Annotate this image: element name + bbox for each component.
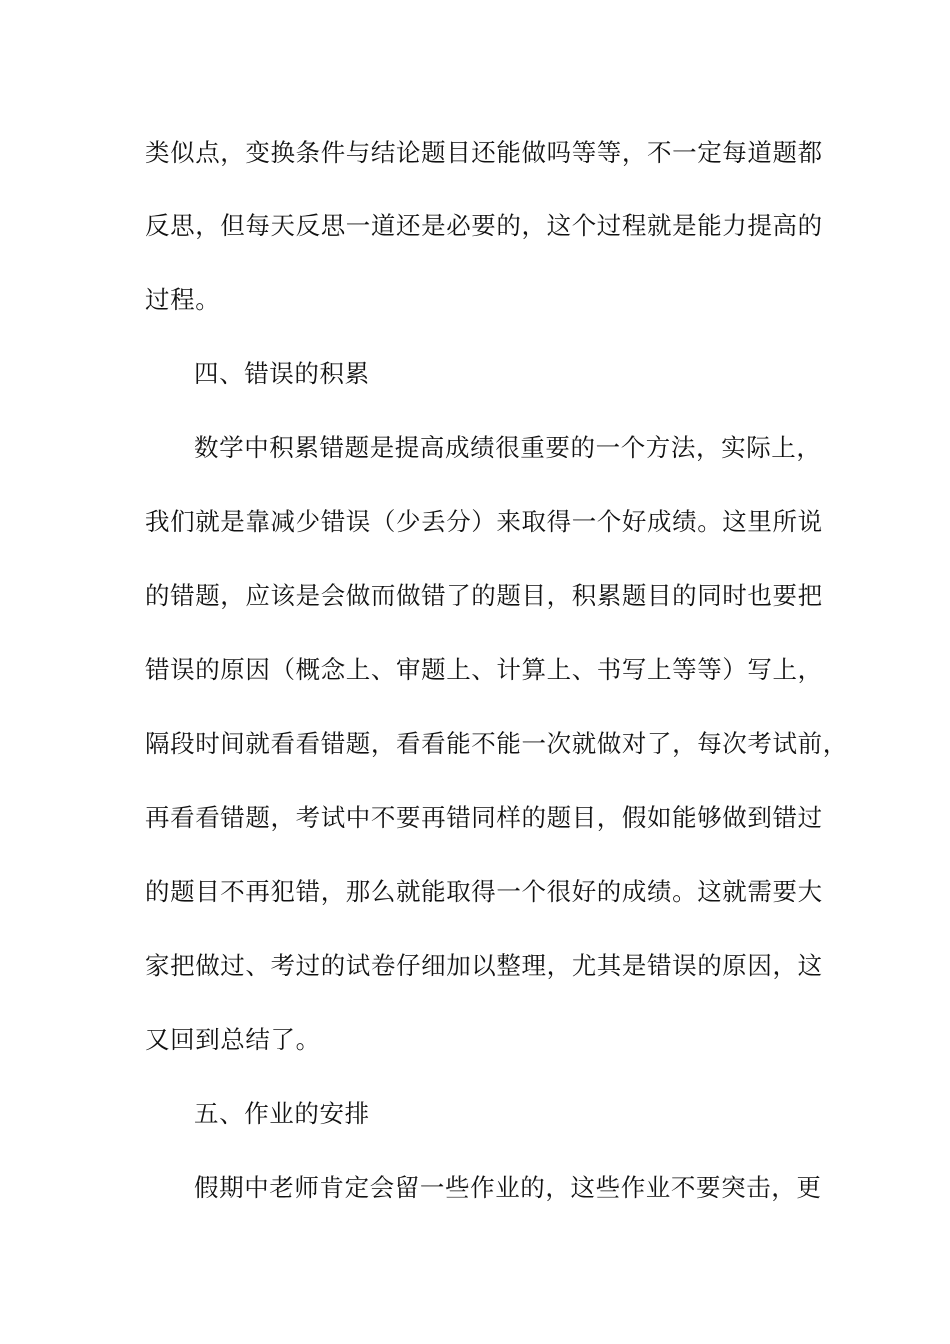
- paragraph-line: 过程。: [145, 285, 221, 314]
- paragraph-line: 类似点，变换条件与结论题目还能做吗等等，不一定每道题都: [145, 138, 823, 167]
- paragraph-line: 又回到总结了。: [145, 1025, 321, 1054]
- section-heading-5: 五、作业的安排: [194, 1099, 370, 1128]
- paragraph-line: 我们就是靠减少错误（少丢分）来取得一个好成绩。这里所说: [145, 507, 823, 536]
- paragraph-line: 反思，但每天反思一道还是必要的，这个过程就是能力提高的: [145, 211, 823, 240]
- paragraph-line: 错误的原因（概念上、审题上、计算上、书写上等等）写上，: [145, 655, 823, 684]
- paragraph-line: 再看看错题，考试中不要再错同样的题目，假如能够做到错过: [145, 803, 823, 832]
- paragraph-line: 家把做过、考过的试卷仔细加以整理，尤其是错误的原因，这: [145, 951, 823, 980]
- section-heading-4: 四、错误的积累: [194, 359, 370, 388]
- paragraph-line: 的题目不再犯错，那么就能取得一个很好的成绩。这就需要大: [145, 877, 823, 906]
- paragraph-line: 数学中积累错题是提高成绩很重要的一个方法，实际上，: [194, 433, 822, 462]
- paragraph-line: 的错题，应该是会做而做错了的题目，积累题目的同时也要把: [145, 581, 823, 610]
- paragraph-line: 假期中老师肯定会留一些作业的，这些作业不要突击，更: [194, 1173, 822, 1202]
- paragraph-line: 隔段时间就看看错题，看看能不能一次就做对了，每次考试前，: [145, 729, 848, 758]
